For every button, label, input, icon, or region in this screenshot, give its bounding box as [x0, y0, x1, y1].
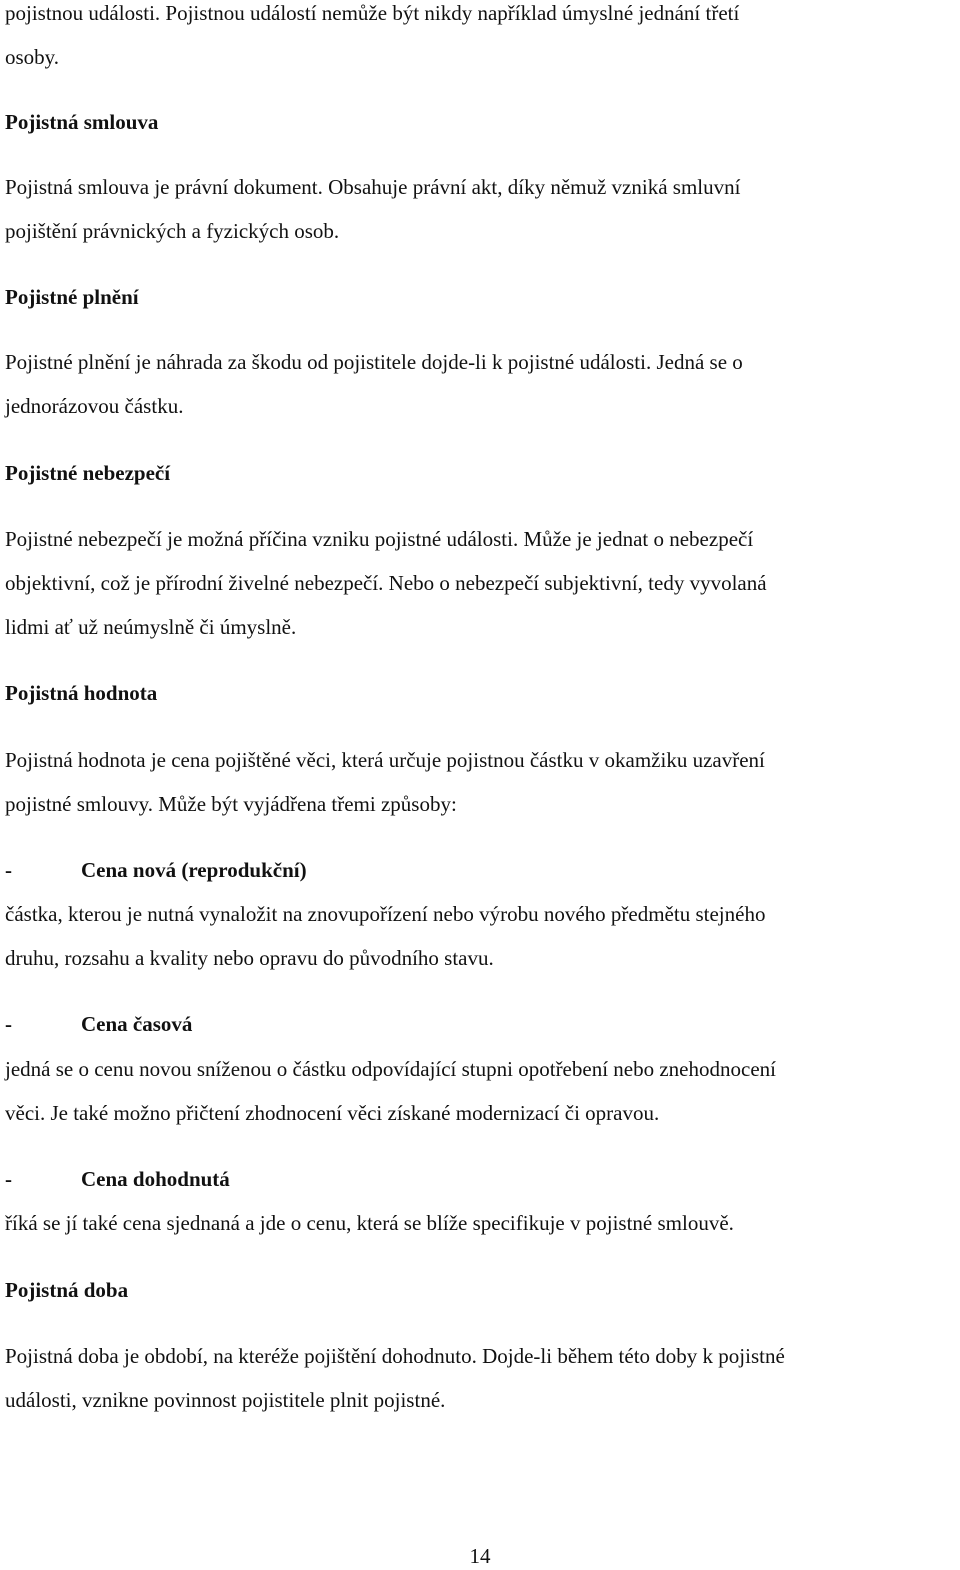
- text-line: Pojistné plnění je náhrada za škodu od pojistitele dojde-li k pojistné události. Jedná se o: [5, 350, 743, 374]
- text-line: lidmi ať už neúmyslně či úmyslně.: [5, 615, 297, 639]
- text-line: události, vznikne povinnost pojistitele plnit pojistné.: [5, 1388, 446, 1412]
- text-line: věci. Je také možno přičtení zhodnocení věci získané modernizací či opravou.: [5, 1101, 660, 1125]
- section-heading-pojistna-smlouva: Pojistná smlouva: [5, 110, 159, 134]
- text-line: Pojistná doba je období, na kteréže pojištění dohodnuto. Dojde-li během této doby k pojistné: [5, 1344, 785, 1368]
- section-heading-pojistne-nebezpeci: Pojistné nebezpečí: [5, 461, 171, 485]
- bullet-marker: -: [5, 1012, 12, 1036]
- bullet-marker: -: [5, 858, 12, 882]
- text-line: objektivní, což je přírodní živelné nebezpečí. Nebo o nebezpečí subjektivní, tedy vyvolaná: [5, 571, 767, 595]
- page-number: 14: [469, 1544, 491, 1568]
- text-line: Pojistné nebezpečí je možná příčina vzniku pojistné události. Může je jednat o nebezpečí: [5, 527, 754, 551]
- text-line: druhu, rozsahu a kvality nebo opravu do původního stavu.: [5, 946, 494, 970]
- text-line: pojištění právnických a fyzických osob.: [5, 219, 340, 243]
- list-item-label: Cena časová: [81, 1012, 193, 1036]
- section-heading-pojistna-hodnota: Pojistná hodnota: [5, 681, 158, 705]
- text-line: jednorázovou částku.: [5, 394, 184, 418]
- bullet-marker: -: [5, 1167, 12, 1191]
- text-line: Pojistná smlouva je právní dokument. Obsahuje právní akt, díky němuž vzniká smluvní: [5, 175, 741, 199]
- text-line: jedná se o cenu novou sníženou o částku odpovídající stupni opotřebení nebo znehodnocení: [5, 1057, 776, 1081]
- section-heading-pojistna-doba: Pojistná doba: [5, 1278, 129, 1302]
- text-line: Pojistná hodnota je cena pojištěné věci, která určuje pojistnou částku v okamžiku uzavření: [5, 748, 765, 772]
- list-item-cena-dohodnuta: [5, 1165, 230, 1193]
- text-line: pojistné smlouvy. Může být vyjádřena třemi způsoby:: [5, 792, 457, 816]
- list-item-label: Cena dohodnutá: [81, 1167, 230, 1191]
- text-line: říká se jí také cena sjednaná a jde o cenu, která se blíže specifikuje v pojistné smlouvě.: [5, 1211, 734, 1235]
- list-item-label: Cena nová (reprodukční): [81, 858, 307, 882]
- text-line: pojistnou události. Pojistnou událostí nemůže být nikdy například úmyslné jednání třetí: [5, 1, 740, 25]
- text-line: osoby.: [5, 45, 60, 69]
- list-item-cena-casova: [5, 1010, 192, 1038]
- list-item-cena-nova: [5, 856, 307, 884]
- section-heading-pojistne-plneni: Pojistné plnění: [5, 285, 139, 309]
- text-line: částka, kterou je nutná vynaložit na znovupořízení nebo výrobu nového předmětu stejného: [5, 902, 766, 926]
